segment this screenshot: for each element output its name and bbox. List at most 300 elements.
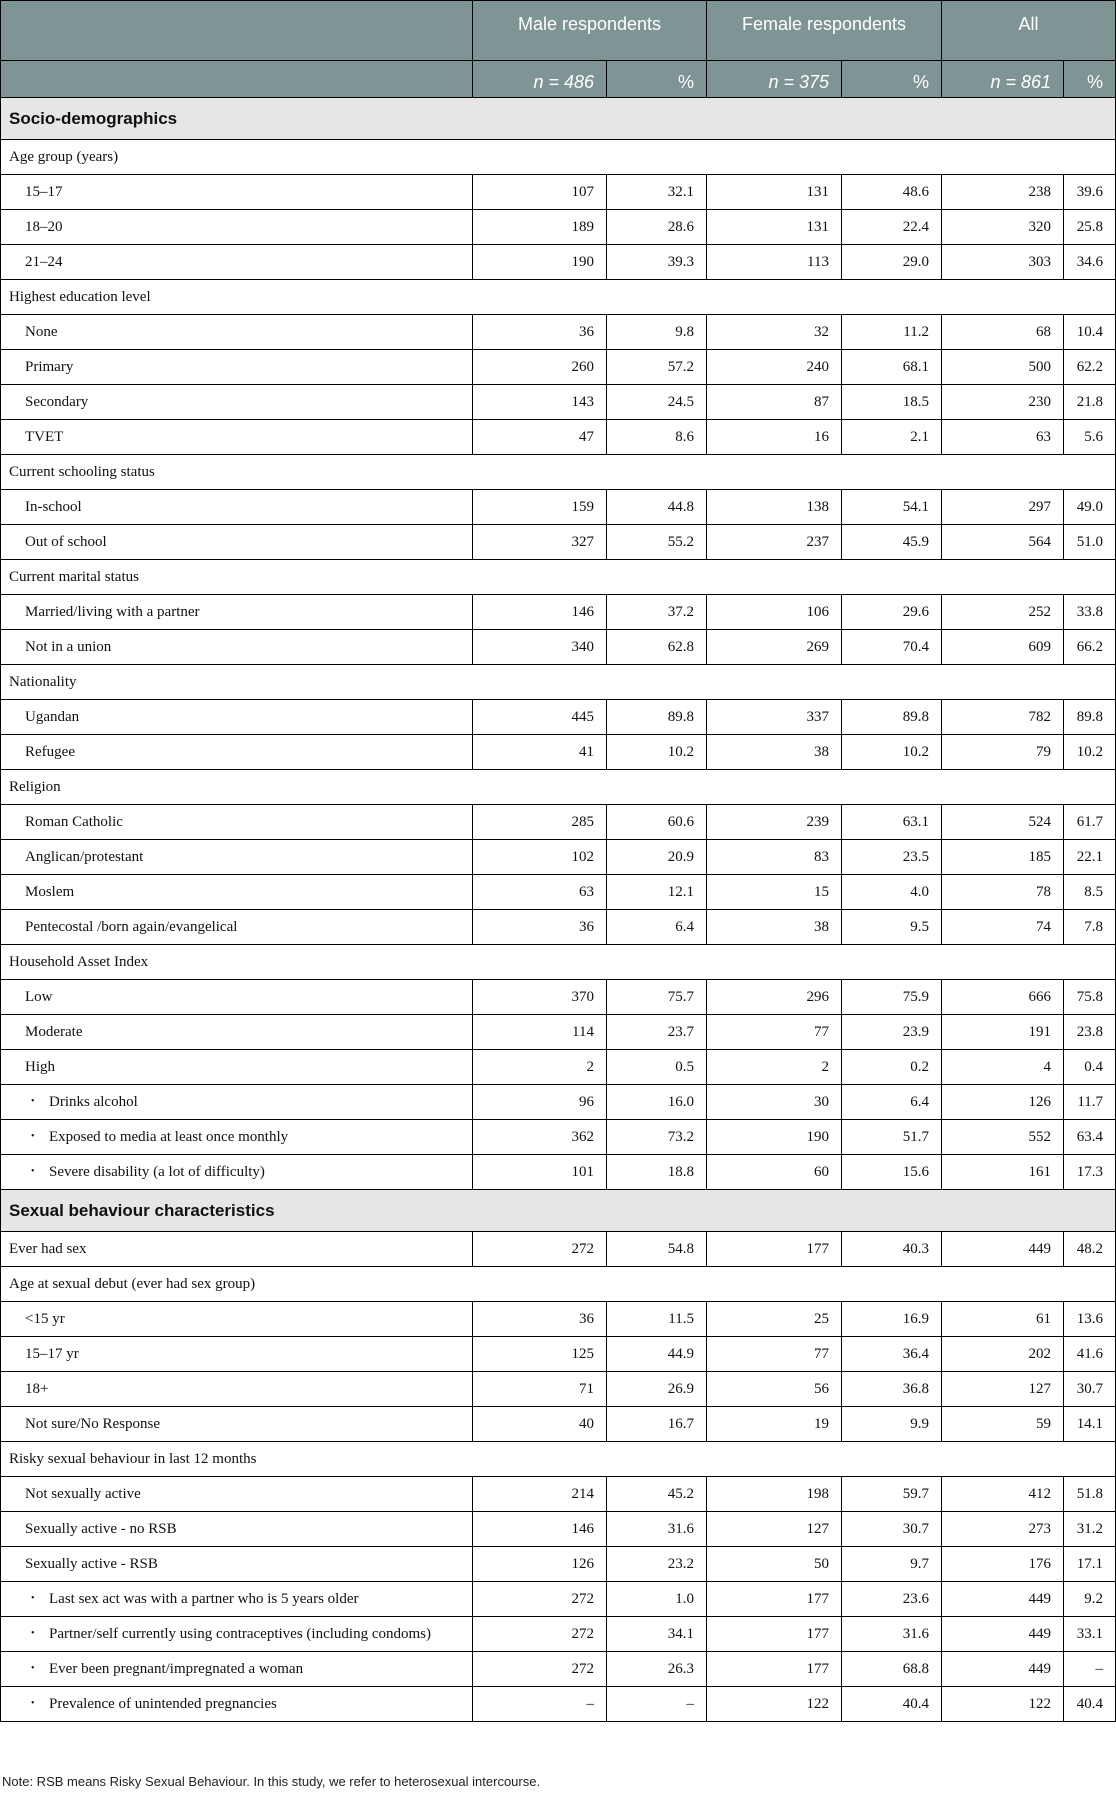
cell-male-n: 36 bbox=[473, 315, 607, 350]
cell-female-n: 237 bbox=[707, 525, 842, 560]
row-label-cell bbox=[1, 1015, 473, 1050]
table-row bbox=[1, 595, 1116, 630]
row-label-cell bbox=[1, 315, 473, 350]
cell-all-n: 320 bbox=[942, 210, 1064, 245]
cell-male-n: 2 bbox=[473, 1050, 607, 1085]
cell-female-pct: 2.1 bbox=[842, 420, 942, 455]
cell-male-n: 327 bbox=[473, 525, 607, 560]
row-label: Secondary bbox=[25, 393, 89, 410]
cell-all-pct: 41.6 bbox=[1064, 1337, 1116, 1372]
cell-male-n: 101 bbox=[473, 1155, 607, 1190]
table-row bbox=[1, 420, 1116, 455]
cell-female-pct: 9.9 bbox=[842, 1407, 942, 1442]
cell-all-pct: 17.1 bbox=[1064, 1547, 1116, 1582]
cell-female-n: 177 bbox=[707, 1582, 842, 1617]
cell-male-n: 36 bbox=[473, 910, 607, 945]
cell-all-pct: 34.6 bbox=[1064, 245, 1116, 280]
cell-all-pct: 8.5 bbox=[1064, 875, 1116, 910]
header-all: All bbox=[942, 1, 1116, 61]
table-row bbox=[1, 1050, 1116, 1085]
cell-male-pct: – bbox=[607, 1687, 707, 1722]
row-label: Anglican/protestant bbox=[25, 848, 144, 865]
table-row bbox=[1, 1617, 1116, 1652]
cell-female-n: 2 bbox=[707, 1050, 842, 1085]
cell-male-pct: 6.4 bbox=[607, 910, 707, 945]
cell-all-pct: 10.4 bbox=[1064, 315, 1116, 350]
row-label: Drinks alcohol bbox=[49, 1093, 138, 1110]
cell-all-n: 238 bbox=[942, 175, 1064, 210]
row-label-cell bbox=[1, 1120, 473, 1155]
cell-all-n: 449 bbox=[942, 1652, 1064, 1687]
row-label: Low bbox=[25, 988, 53, 1005]
cell-female-pct: 15.6 bbox=[842, 1155, 942, 1190]
bullet-icon: • bbox=[31, 1165, 35, 1177]
cell-all-n: 63 bbox=[942, 420, 1064, 455]
cell-all-pct: 89.8 bbox=[1064, 700, 1116, 735]
row-label: Not in a union bbox=[25, 638, 112, 655]
table-row bbox=[1, 1407, 1116, 1442]
cell-all-pct: 10.2 bbox=[1064, 735, 1116, 770]
cell-male-n: 146 bbox=[473, 1512, 607, 1547]
cell-male-n: 272 bbox=[473, 1232, 607, 1267]
row-label: <15 yr bbox=[25, 1310, 65, 1327]
table-row bbox=[1, 1015, 1116, 1050]
cell-female-pct: 0.2 bbox=[842, 1050, 942, 1085]
cell-male-pct: 73.2 bbox=[607, 1120, 707, 1155]
cell-male-n: 189 bbox=[473, 210, 607, 245]
cell-male-pct: 55.2 bbox=[607, 525, 707, 560]
cell-all-n: 449 bbox=[942, 1617, 1064, 1652]
cell-female-n: 177 bbox=[707, 1232, 842, 1267]
cell-female-n: 38 bbox=[707, 735, 842, 770]
table-row bbox=[1, 630, 1116, 665]
cell-male-pct: 28.6 bbox=[607, 210, 707, 245]
row-label-cell bbox=[1, 595, 473, 630]
cell-male-n: 260 bbox=[473, 350, 607, 385]
table-row bbox=[1, 245, 1116, 280]
cell-male-pct: 20.9 bbox=[607, 840, 707, 875]
row-label: Pentecostal /born again/evangelical bbox=[25, 918, 238, 935]
cell-all-pct: 33.8 bbox=[1064, 595, 1116, 630]
cell-all-pct: 63.4 bbox=[1064, 1120, 1116, 1155]
row-label-cell bbox=[1, 1477, 473, 1512]
group-label: Current marital status bbox=[1, 560, 1116, 595]
cell-female-pct: 75.9 bbox=[842, 980, 942, 1015]
cell-male-n: 71 bbox=[473, 1372, 607, 1407]
cell-all-pct: 25.8 bbox=[1064, 210, 1116, 245]
cell-female-n: 239 bbox=[707, 805, 842, 840]
row-label: 15–17 bbox=[25, 183, 63, 200]
group-label: Age at sexual debut (ever had sex group) bbox=[1, 1267, 1116, 1302]
row-label: Not sexually active bbox=[25, 1485, 141, 1502]
row-label: Married/living with a partner bbox=[25, 603, 200, 620]
cell-all-pct: 14.1 bbox=[1064, 1407, 1116, 1442]
cell-male-n: 370 bbox=[473, 980, 607, 1015]
row-label-cell bbox=[1, 245, 473, 280]
cell-all-n: 252 bbox=[942, 595, 1064, 630]
cell-male-pct: 23.7 bbox=[607, 1015, 707, 1050]
table-row bbox=[1, 315, 1116, 350]
cell-all-pct: 61.7 bbox=[1064, 805, 1116, 840]
cell-female-n: 83 bbox=[707, 840, 842, 875]
cell-female-pct: 89.8 bbox=[842, 700, 942, 735]
table-body bbox=[1, 98, 1116, 1722]
cell-all-n: 273 bbox=[942, 1512, 1064, 1547]
cell-female-pct: 36.8 bbox=[842, 1372, 942, 1407]
row-label-cell bbox=[1, 1372, 473, 1407]
row-label: 15–17 yr bbox=[25, 1345, 79, 1362]
cell-all-n: 552 bbox=[942, 1120, 1064, 1155]
cell-male-n: – bbox=[473, 1687, 607, 1722]
cell-male-pct: 18.8 bbox=[607, 1155, 707, 1190]
cell-all-n: 191 bbox=[942, 1015, 1064, 1050]
cell-all-pct: 23.8 bbox=[1064, 1015, 1116, 1050]
group-label: Risky sexual behaviour in last 12 months bbox=[1, 1442, 1116, 1477]
table-row bbox=[1, 735, 1116, 770]
cell-female-n: 177 bbox=[707, 1652, 842, 1687]
cell-female-pct: 10.2 bbox=[842, 735, 942, 770]
cell-female-n: 122 bbox=[707, 1687, 842, 1722]
cell-all-n: 449 bbox=[942, 1232, 1064, 1267]
cell-male-pct: 1.0 bbox=[607, 1582, 707, 1617]
bullet-icon: • bbox=[31, 1592, 35, 1604]
cell-female-pct: 16.9 bbox=[842, 1302, 942, 1337]
cell-all-pct: 40.4 bbox=[1064, 1687, 1116, 1722]
cell-male-pct: 60.6 bbox=[607, 805, 707, 840]
cell-female-n: 131 bbox=[707, 210, 842, 245]
cell-all-n: 74 bbox=[942, 910, 1064, 945]
cell-female-pct: 23.9 bbox=[842, 1015, 942, 1050]
group-header-row bbox=[1, 665, 1116, 700]
cell-all-n: 79 bbox=[942, 735, 1064, 770]
header-row-n bbox=[1, 61, 1116, 98]
row-label: Refugee bbox=[25, 743, 75, 760]
cell-male-pct: 54.8 bbox=[607, 1232, 707, 1267]
row-label-cell bbox=[1, 805, 473, 840]
cell-male-n: 102 bbox=[473, 840, 607, 875]
cell-male-pct: 11.5 bbox=[607, 1302, 707, 1337]
table-row bbox=[1, 175, 1116, 210]
header-blank-cell-2 bbox=[1, 61, 473, 98]
cell-male-pct: 32.1 bbox=[607, 175, 707, 210]
section-header-row bbox=[1, 1190, 1116, 1232]
cell-female-n: 177 bbox=[707, 1617, 842, 1652]
cell-female-pct: 70.4 bbox=[842, 630, 942, 665]
cell-male-pct: 89.8 bbox=[607, 700, 707, 735]
cell-all-n: 202 bbox=[942, 1337, 1064, 1372]
row-label-cell bbox=[1, 210, 473, 245]
cell-male-n: 107 bbox=[473, 175, 607, 210]
row-label: Sexually active - no RSB bbox=[25, 1520, 177, 1537]
cell-male-pct: 26.9 bbox=[607, 1372, 707, 1407]
row-label: Exposed to media at least once monthly bbox=[49, 1128, 289, 1145]
cell-female-pct: 6.4 bbox=[842, 1085, 942, 1120]
table-row bbox=[1, 1582, 1116, 1617]
row-label-cell bbox=[1, 875, 473, 910]
cell-male-pct: 23.2 bbox=[607, 1547, 707, 1582]
bullet-icon: • bbox=[31, 1627, 35, 1639]
row-label: Ever been pregnant/impregnated a woman bbox=[49, 1660, 304, 1677]
cell-female-pct: 30.7 bbox=[842, 1512, 942, 1547]
header-female-pct: % bbox=[842, 61, 942, 98]
cell-female-n: 269 bbox=[707, 630, 842, 665]
cell-all-pct: 31.2 bbox=[1064, 1512, 1116, 1547]
row-label: High bbox=[25, 1058, 55, 1075]
cell-all-n: 61 bbox=[942, 1302, 1064, 1337]
group-header-row bbox=[1, 280, 1116, 315]
row-label-cell bbox=[1, 700, 473, 735]
cell-all-pct: 75.8 bbox=[1064, 980, 1116, 1015]
cell-male-pct: 44.8 bbox=[607, 490, 707, 525]
cell-female-pct: 59.7 bbox=[842, 1477, 942, 1512]
row-label-cell bbox=[1, 1407, 473, 1442]
cell-female-pct: 9.5 bbox=[842, 910, 942, 945]
row-label-cell bbox=[1, 735, 473, 770]
cell-all-pct: 9.2 bbox=[1064, 1582, 1116, 1617]
group-label: Religion bbox=[1, 770, 1116, 805]
cell-female-n: 240 bbox=[707, 350, 842, 385]
row-label-cell bbox=[1, 1232, 473, 1267]
row-label: Sexually active - RSB bbox=[25, 1555, 158, 1572]
cell-all-pct: 30.7 bbox=[1064, 1372, 1116, 1407]
cell-male-pct: 37.2 bbox=[607, 595, 707, 630]
cell-male-pct: 8.6 bbox=[607, 420, 707, 455]
cell-male-pct: 0.5 bbox=[607, 1050, 707, 1085]
cell-male-pct: 9.8 bbox=[607, 315, 707, 350]
cell-all-n: 297 bbox=[942, 490, 1064, 525]
row-label: 18–20 bbox=[25, 218, 63, 235]
cell-male-n: 63 bbox=[473, 875, 607, 910]
cell-all-pct: 62.2 bbox=[1064, 350, 1116, 385]
bullet-icon: • bbox=[31, 1697, 35, 1709]
cell-female-pct: 68.1 bbox=[842, 350, 942, 385]
row-label: Partner/self currently using contraceptives (including condoms) bbox=[49, 1625, 431, 1642]
cell-female-n: 16 bbox=[707, 420, 842, 455]
group-label: Current schooling status bbox=[1, 455, 1116, 490]
cell-all-n: 666 bbox=[942, 980, 1064, 1015]
row-label-cell bbox=[1, 1547, 473, 1582]
table-row bbox=[1, 1372, 1116, 1407]
group-label: Household Asset Index bbox=[1, 945, 1116, 980]
cell-male-n: 340 bbox=[473, 630, 607, 665]
row-label: Moslem bbox=[25, 883, 75, 900]
header-female-n: n = 375 bbox=[707, 61, 842, 98]
row-label-cell bbox=[1, 1155, 473, 1190]
cell-female-pct: 68.8 bbox=[842, 1652, 942, 1687]
cell-female-n: 32 bbox=[707, 315, 842, 350]
cell-all-n: 500 bbox=[942, 350, 1064, 385]
cell-male-n: 96 bbox=[473, 1085, 607, 1120]
table-note: Note: RSB means Risky Sexual Behaviour. In this study, we refer to heterosexual intercourse. bbox=[2, 1774, 541, 1789]
cell-all-pct: 66.2 bbox=[1064, 630, 1116, 665]
header-all-n: n = 861 bbox=[942, 61, 1064, 98]
header-male-pct: % bbox=[607, 61, 707, 98]
table-row bbox=[1, 1337, 1116, 1372]
cell-all-pct: 51.0 bbox=[1064, 525, 1116, 560]
cell-all-pct: 0.4 bbox=[1064, 1050, 1116, 1085]
cell-female-pct: 22.4 bbox=[842, 210, 942, 245]
cell-male-n: 285 bbox=[473, 805, 607, 840]
cell-male-n: 143 bbox=[473, 385, 607, 420]
cell-male-n: 159 bbox=[473, 490, 607, 525]
cell-all-n: 126 bbox=[942, 1085, 1064, 1120]
row-label: Out of school bbox=[25, 533, 107, 550]
group-label: Highest education level bbox=[1, 280, 1116, 315]
row-label-cell bbox=[1, 420, 473, 455]
table-row bbox=[1, 1302, 1116, 1337]
cell-all-n: 78 bbox=[942, 875, 1064, 910]
cell-male-n: 36 bbox=[473, 1302, 607, 1337]
cell-male-n: 190 bbox=[473, 245, 607, 280]
table-row bbox=[1, 1652, 1116, 1687]
cell-male-pct: 62.8 bbox=[607, 630, 707, 665]
cell-female-n: 198 bbox=[707, 1477, 842, 1512]
cell-all-pct: 33.1 bbox=[1064, 1617, 1116, 1652]
cell-female-pct: 23.6 bbox=[842, 1582, 942, 1617]
cell-all-pct: 17.3 bbox=[1064, 1155, 1116, 1190]
table-row bbox=[1, 385, 1116, 420]
cell-female-n: 87 bbox=[707, 385, 842, 420]
cell-female-pct: 4.0 bbox=[842, 875, 942, 910]
cell-all-n: 127 bbox=[942, 1372, 1064, 1407]
row-label-cell bbox=[1, 1687, 473, 1722]
group-header-row bbox=[1, 140, 1116, 175]
cell-female-n: 138 bbox=[707, 490, 842, 525]
row-label-cell bbox=[1, 1050, 473, 1085]
row-label-cell bbox=[1, 525, 473, 560]
row-label-cell bbox=[1, 840, 473, 875]
cell-male-pct: 44.9 bbox=[607, 1337, 707, 1372]
group-header-row bbox=[1, 945, 1116, 980]
cell-all-n: 412 bbox=[942, 1477, 1064, 1512]
bullet-icon: • bbox=[31, 1130, 35, 1142]
row-label-cell bbox=[1, 980, 473, 1015]
cell-all-pct: 22.1 bbox=[1064, 840, 1116, 875]
cell-all-n: 185 bbox=[942, 840, 1064, 875]
cell-female-n: 15 bbox=[707, 875, 842, 910]
cell-all-pct: 11.7 bbox=[1064, 1085, 1116, 1120]
cell-female-n: 131 bbox=[707, 175, 842, 210]
cell-female-pct: 11.2 bbox=[842, 315, 942, 350]
cell-all-pct: – bbox=[1064, 1652, 1116, 1687]
cell-male-n: 41 bbox=[473, 735, 607, 770]
cell-female-pct: 40.4 bbox=[842, 1687, 942, 1722]
cell-female-pct: 23.5 bbox=[842, 840, 942, 875]
cell-female-n: 60 bbox=[707, 1155, 842, 1190]
cell-male-pct: 31.6 bbox=[607, 1512, 707, 1547]
row-label-cell bbox=[1, 1652, 473, 1687]
cell-female-n: 77 bbox=[707, 1337, 842, 1372]
cell-female-pct: 36.4 bbox=[842, 1337, 942, 1372]
row-label: None bbox=[25, 323, 58, 340]
cell-female-n: 190 bbox=[707, 1120, 842, 1155]
section-header-row bbox=[1, 98, 1116, 140]
cell-female-n: 25 bbox=[707, 1302, 842, 1337]
cell-all-n: 4 bbox=[942, 1050, 1064, 1085]
cell-male-n: 362 bbox=[473, 1120, 607, 1155]
cell-male-pct: 10.2 bbox=[607, 735, 707, 770]
cell-female-n: 77 bbox=[707, 1015, 842, 1050]
row-label: Prevalence of unintended pregnancies bbox=[49, 1695, 277, 1712]
table-row bbox=[1, 350, 1116, 385]
header-row-groups bbox=[1, 1, 1116, 61]
header-male-n: n = 486 bbox=[473, 61, 607, 98]
table-row bbox=[1, 700, 1116, 735]
cell-all-pct: 13.6 bbox=[1064, 1302, 1116, 1337]
group-header-row bbox=[1, 1267, 1116, 1302]
row-label-cell bbox=[1, 1512, 473, 1547]
cell-male-n: 40 bbox=[473, 1407, 607, 1442]
table-row bbox=[1, 1512, 1116, 1547]
row-label-cell bbox=[1, 385, 473, 420]
cell-male-pct: 12.1 bbox=[607, 875, 707, 910]
cell-all-pct: 5.6 bbox=[1064, 420, 1116, 455]
cell-female-pct: 9.7 bbox=[842, 1547, 942, 1582]
table-row bbox=[1, 805, 1116, 840]
bullet-icon: • bbox=[31, 1662, 35, 1674]
cell-female-n: 30 bbox=[707, 1085, 842, 1120]
row-label-cell bbox=[1, 630, 473, 665]
table-row bbox=[1, 910, 1116, 945]
table-row bbox=[1, 840, 1116, 875]
cell-all-pct: 21.8 bbox=[1064, 385, 1116, 420]
cell-male-pct: 39.3 bbox=[607, 245, 707, 280]
table-row bbox=[1, 1687, 1116, 1722]
row-label: Last sex act was with a partner who is 5 years older bbox=[49, 1590, 359, 1607]
cell-female-n: 50 bbox=[707, 1547, 842, 1582]
row-label-cell bbox=[1, 175, 473, 210]
cell-male-n: 272 bbox=[473, 1582, 607, 1617]
section-title: Sexual behaviour characteristics bbox=[1, 1190, 1116, 1232]
cell-female-pct: 45.9 bbox=[842, 525, 942, 560]
cell-male-n: 146 bbox=[473, 595, 607, 630]
table-row bbox=[1, 525, 1116, 560]
row-label-cell bbox=[1, 490, 473, 525]
group-header-row bbox=[1, 455, 1116, 490]
cell-male-pct: 75.7 bbox=[607, 980, 707, 1015]
group-header-row bbox=[1, 1442, 1116, 1477]
group-label: Age group (years) bbox=[1, 140, 1116, 175]
cell-female-n: 296 bbox=[707, 980, 842, 1015]
row-label: Roman Catholic bbox=[25, 813, 123, 830]
cell-female-n: 337 bbox=[707, 700, 842, 735]
group-header-row bbox=[1, 770, 1116, 805]
row-label: 21–24 bbox=[25, 253, 63, 270]
cell-female-pct: 54.1 bbox=[842, 490, 942, 525]
cell-female-n: 106 bbox=[707, 595, 842, 630]
cell-all-n: 524 bbox=[942, 805, 1064, 840]
cell-female-pct: 51.7 bbox=[842, 1120, 942, 1155]
header-male: Male respondents bbox=[473, 1, 707, 61]
cell-all-n: 449 bbox=[942, 1582, 1064, 1617]
cell-male-n: 125 bbox=[473, 1337, 607, 1372]
table-row bbox=[1, 875, 1116, 910]
row-label-cell bbox=[1, 1582, 473, 1617]
cell-all-pct: 7.8 bbox=[1064, 910, 1116, 945]
cell-female-pct: 40.3 bbox=[842, 1232, 942, 1267]
cell-male-n: 272 bbox=[473, 1617, 607, 1652]
header-all-pct: % bbox=[1064, 61, 1116, 98]
table-row bbox=[1, 1547, 1116, 1582]
cell-male-pct: 45.2 bbox=[607, 1477, 707, 1512]
cell-all-n: 609 bbox=[942, 630, 1064, 665]
cell-male-pct: 24.5 bbox=[607, 385, 707, 420]
row-label-cell bbox=[1, 910, 473, 945]
cell-all-pct: 48.2 bbox=[1064, 1232, 1116, 1267]
table-row bbox=[1, 210, 1116, 245]
cell-female-pct: 63.1 bbox=[842, 805, 942, 840]
cell-female-n: 19 bbox=[707, 1407, 842, 1442]
